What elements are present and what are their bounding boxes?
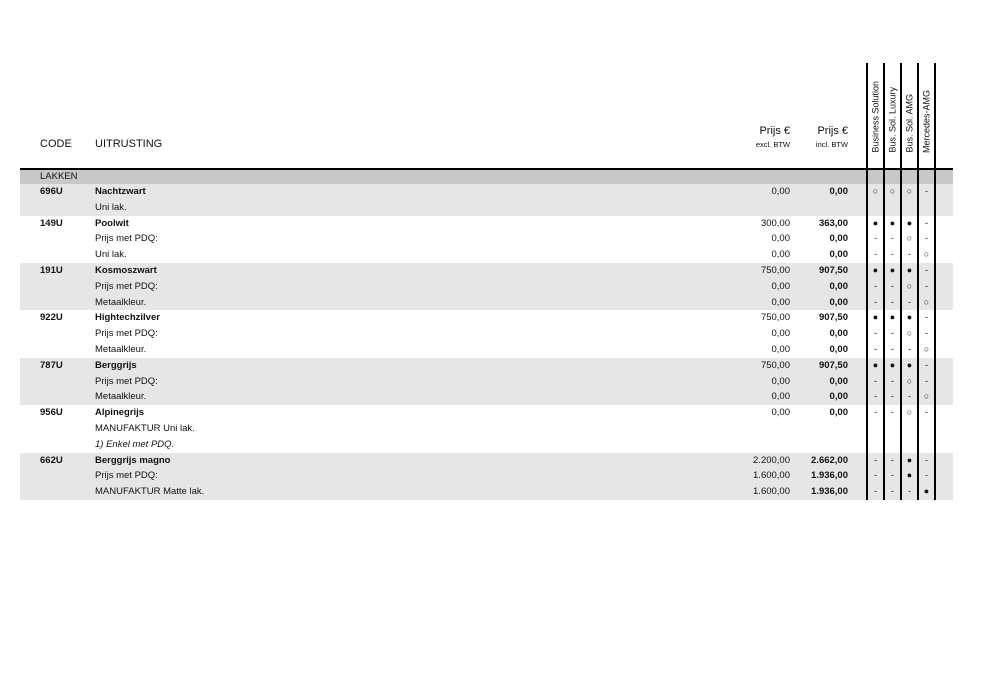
availability-mark: ○ (923, 249, 930, 260)
availability-mark: ● (906, 217, 913, 228)
option-description: Kosmoszwart (95, 264, 157, 276)
option-description: Metaalkleur. (95, 391, 147, 403)
price-excl-value: 0,00 (771, 328, 790, 340)
availability-mark: ○ (906, 233, 913, 244)
table-row (20, 374, 953, 390)
table-row (20, 437, 953, 453)
price-table (20, 170, 953, 500)
table-row (20, 358, 953, 374)
availability-mark: - (925, 233, 928, 244)
availability-mark: - (908, 249, 911, 260)
price-incl-value: 0,00 (829, 375, 848, 387)
availability-mark: - (874, 407, 877, 418)
availability-mark: - (874, 486, 877, 497)
option-description: Alpinegrijs (95, 407, 145, 419)
option-description: Prijs met PDQ: (95, 233, 158, 245)
availability-mark: ● (872, 312, 879, 323)
availability-mark: - (925, 470, 928, 481)
availability-mark: ○ (923, 391, 930, 402)
price-incl-value: 0,00 (829, 233, 848, 245)
option-description: Berggrijs (95, 359, 137, 371)
column-divider (866, 63, 868, 500)
availability-mark: ○ (906, 328, 913, 339)
option-description: Metaalkleur. (95, 343, 147, 355)
column-header-code: CODE (40, 138, 72, 150)
availability-mark: - (891, 407, 894, 418)
availability-mark: - (874, 375, 877, 386)
availability-mark: - (925, 186, 928, 196)
column-header-price-excl (730, 125, 790, 149)
availability-mark: - (874, 470, 877, 481)
price-incl-value: 0,00 (829, 186, 848, 197)
table-row (20, 342, 953, 358)
column-divider (917, 63, 919, 500)
table-row (20, 468, 953, 484)
availability-mark: - (925, 264, 928, 275)
availability-mark: - (891, 343, 894, 354)
table-row (20, 200, 953, 216)
price-incl-value: 0,00 (829, 249, 848, 261)
availability-mark: - (874, 343, 877, 354)
availability-mark: ● (889, 217, 896, 228)
table-row (20, 326, 953, 342)
availability-mark: - (891, 391, 894, 402)
option-description: MANUFAKTUR Matte lak. (95, 486, 205, 498)
price-excl-value: 0,00 (771, 375, 790, 387)
table-row (20, 279, 953, 295)
availability-mark: - (874, 296, 877, 307)
table-row (20, 231, 953, 247)
availability-mark: - (891, 470, 894, 481)
availability-mark: - (891, 296, 894, 307)
availability-mark: - (925, 407, 928, 418)
availability-mark: ● (906, 470, 913, 481)
price-excl-value: 750,00 (760, 264, 790, 276)
availability-mark: - (925, 359, 928, 370)
option-description: MANUFAKTUR Uni lak. (95, 422, 195, 434)
availability-mark: - (908, 296, 911, 307)
option-code: 787U (40, 359, 63, 371)
table-body (20, 184, 953, 500)
availability-mark: ● (889, 359, 896, 370)
price-excl-value: 0,00 (771, 407, 790, 419)
availability-mark: - (891, 486, 894, 497)
availability-mark: ● (872, 359, 879, 370)
price-incl-sublabel: incl. BTW (815, 140, 848, 149)
table-row (20, 310, 953, 326)
option-description: Uni lak. (95, 249, 127, 261)
model-header-mercedes-amg: Mercedes-AMG (921, 89, 931, 153)
table-row (20, 484, 953, 500)
price-excl-value: 2.200,00 (753, 454, 790, 466)
price-incl-label: Prijs € (817, 125, 848, 137)
section-header-lakken: LAKKEN (20, 170, 953, 184)
option-code: 662U (40, 454, 63, 466)
model-header-business-solution: Business Solution (870, 81, 880, 153)
price-excl-value: 0,00 (771, 296, 790, 308)
price-incl-value: 0,00 (829, 296, 848, 308)
price-excl-value: 0,00 (771, 343, 790, 355)
column-header-description: UITRUSTING (95, 138, 163, 150)
price-excl-value: 0,00 (771, 186, 790, 197)
availability-mark: ● (889, 312, 896, 323)
availability-mark: - (874, 249, 877, 260)
price-incl-value: 0,00 (829, 407, 848, 419)
price-excl-label: Prijs € (759, 125, 790, 137)
option-description: Berggrijs magno (95, 454, 171, 466)
availability-mark: ○ (872, 186, 879, 196)
price-incl-value: 0,00 (829, 328, 848, 340)
availability-mark: - (925, 217, 928, 228)
price-excl-value: 1.600,00 (753, 470, 790, 482)
availability-mark: - (891, 233, 894, 244)
availability-mark: ● (923, 486, 930, 497)
column-divider (883, 63, 885, 500)
option-code: 149U (40, 217, 63, 229)
price-excl-value: 0,00 (771, 249, 790, 261)
availability-mark: - (925, 312, 928, 323)
price-incl-value: 1.936,00 (811, 470, 848, 482)
price-excl-value: 1.600,00 (753, 486, 790, 498)
availability-mark: - (908, 391, 911, 402)
availability-mark: ● (906, 359, 913, 370)
price-incl-value: 907,50 (818, 359, 848, 371)
availability-mark: - (874, 391, 877, 402)
price-incl-value: 2.662,00 (811, 454, 848, 466)
availability-mark: ○ (906, 280, 913, 291)
availability-mark: ● (872, 217, 879, 228)
availability-mark: - (874, 454, 877, 465)
availability-mark: - (874, 280, 877, 291)
availability-mark: - (891, 375, 894, 386)
table-row (20, 295, 953, 311)
availability-mark: ● (906, 264, 913, 275)
option-code: 922U (40, 312, 63, 324)
option-description: Metaalkleur. (95, 296, 147, 308)
column-divider (900, 63, 902, 500)
option-description: Prijs met PDQ: (95, 280, 158, 292)
availability-mark: ○ (889, 186, 896, 196)
price-incl-value: 0,00 (829, 391, 848, 403)
table-row (20, 453, 953, 469)
availability-mark: - (874, 328, 877, 339)
option-code: 191U (40, 264, 63, 276)
price-excl-value: 750,00 (760, 312, 790, 324)
option-description: Uni lak. (95, 201, 127, 213)
table-row (20, 405, 953, 421)
price-incl-value: 0,00 (829, 343, 848, 355)
table-row (20, 184, 953, 200)
option-description: Prijs met PDQ: (95, 375, 158, 387)
availability-mark: ○ (906, 186, 913, 196)
price-excl-sublabel: excl. BTW (755, 140, 790, 149)
table-row (20, 247, 953, 263)
price-excl-value: 0,00 (771, 233, 790, 245)
availability-mark: ● (889, 264, 896, 275)
price-incl-value: 0,00 (829, 280, 848, 292)
model-header-bus-sol-amg: Bus. Sol. AMG (904, 94, 914, 153)
option-description: Prijs met PDQ: (95, 470, 158, 482)
option-description: Prijs met PDQ: (95, 328, 158, 340)
availability-mark: ○ (906, 375, 913, 386)
price-incl-value: 363,00 (818, 217, 848, 229)
availability-mark: - (891, 280, 894, 291)
availability-mark: - (891, 249, 894, 260)
option-code: 956U (40, 407, 63, 419)
option-description: Hightechzilver (95, 312, 160, 324)
availability-mark: ○ (906, 407, 913, 418)
table-row (20, 263, 953, 279)
availability-mark: - (925, 328, 928, 339)
price-incl-value: 1.936,00 (811, 486, 848, 498)
availability-mark: ● (906, 312, 913, 323)
option-description: Poolwit (95, 217, 129, 229)
option-code: 696U (40, 186, 63, 197)
availability-mark: ● (906, 454, 913, 465)
availability-mark: - (925, 280, 928, 291)
option-description: 1) Enkel met PDQ. (95, 438, 175, 450)
availability-mark: - (925, 454, 928, 465)
price-excl-value: 300,00 (760, 217, 790, 229)
price-excl-value: 750,00 (760, 359, 790, 371)
price-excl-value: 0,00 (771, 280, 790, 292)
availability-mark: ○ (923, 343, 930, 354)
table-row (20, 389, 953, 405)
availability-mark: - (891, 328, 894, 339)
table-row (20, 421, 953, 437)
option-description: Nachtzwart (95, 186, 146, 197)
price-excl-value: 0,00 (771, 391, 790, 403)
availability-mark: ● (872, 264, 879, 275)
model-header-bus-sol-luxury: Bus. Sol. Luxury (887, 87, 897, 153)
price-incl-value: 907,50 (818, 312, 848, 324)
availability-mark: ○ (923, 296, 930, 307)
availability-mark: - (908, 486, 911, 497)
availability-mark: - (874, 233, 877, 244)
header-rule (20, 168, 953, 170)
availability-mark: - (908, 343, 911, 354)
column-header-price-incl (788, 125, 848, 149)
table-row (20, 216, 953, 232)
price-incl-value: 907,50 (818, 264, 848, 276)
availability-mark: - (925, 375, 928, 386)
availability-mark: - (891, 454, 894, 465)
column-divider (934, 63, 936, 500)
